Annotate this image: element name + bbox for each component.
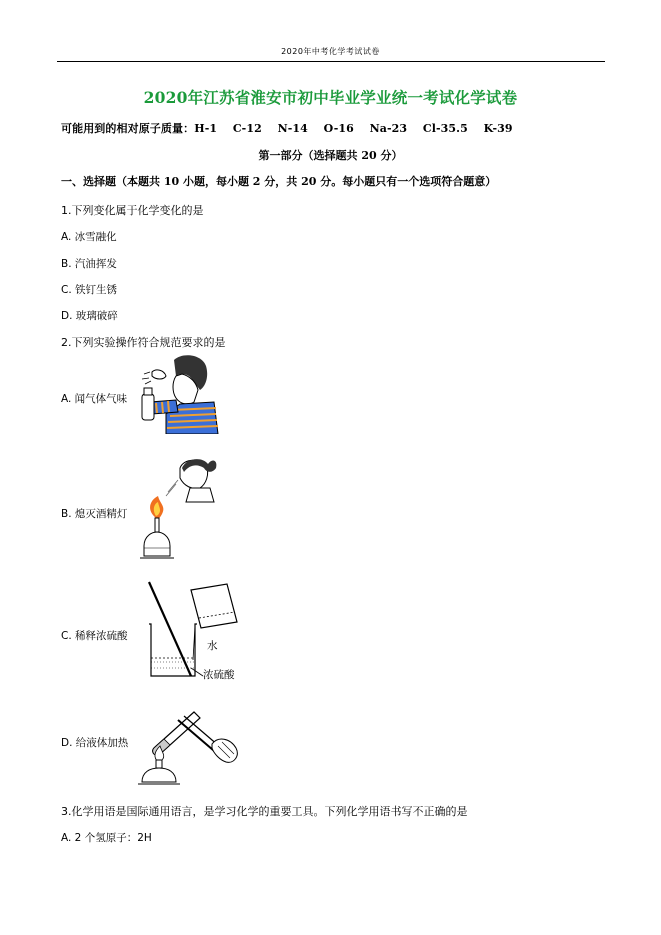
question-2-stem: 2.下列实验操作符合规范要求的是 (61, 336, 226, 349)
part-heading: 第一部分（选择题共 20 分） (258, 149, 403, 162)
smell-gas-illustration (136, 352, 220, 434)
question-1-option-b: B. 汽油挥发 (61, 258, 117, 270)
question-2-option-b: B. 熄灭酒精灯 (61, 508, 128, 520)
question-2-option-d: D. 给液体加热 (61, 737, 129, 749)
heat-liquid-illustration (134, 696, 242, 786)
question-3-option-a: A. 2 个氢原子：2H (61, 832, 152, 844)
section-heading: 一、选择题（本题共 10 小题，每小题 2 分，共 20 分。每小题只有一个选项符合题意） (61, 175, 497, 188)
exam-title: 2020年江苏省淮安市初中毕业学业统一考试化学试卷 (143, 88, 518, 107)
question-3-stem: 3.化学用语是国际通用语言，是学习化学的重要工具。下列化学用语书写不正确的是 (61, 805, 468, 818)
label-water: 水 (207, 640, 218, 652)
label-concentrated-acid: 浓硫酸 (203, 669, 235, 681)
question-1-option-a: A. 冰雪融化 (61, 231, 117, 243)
question-1-option-c: C. 铁钉生锈 (61, 284, 118, 296)
blow-out-lamp-illustration (140, 452, 220, 566)
question-2-option-a: A. 闻气体气味 (61, 393, 128, 405)
atomic-masses: 可能用到的相对原子质量：H-1 C-12 N-14 O-16 Na-23 Cl-35.5 K-39 (61, 122, 513, 135)
question-1-option-d: D. 玻璃破碎 (61, 310, 118, 322)
question-2-option-c: C. 稀释浓硫酸 (61, 630, 128, 642)
header-divider (57, 61, 605, 62)
page-header: 2020年中考化学考试试卷 (281, 47, 380, 56)
question-1-stem: 1.下列变化属于化学变化的是 (61, 204, 204, 217)
